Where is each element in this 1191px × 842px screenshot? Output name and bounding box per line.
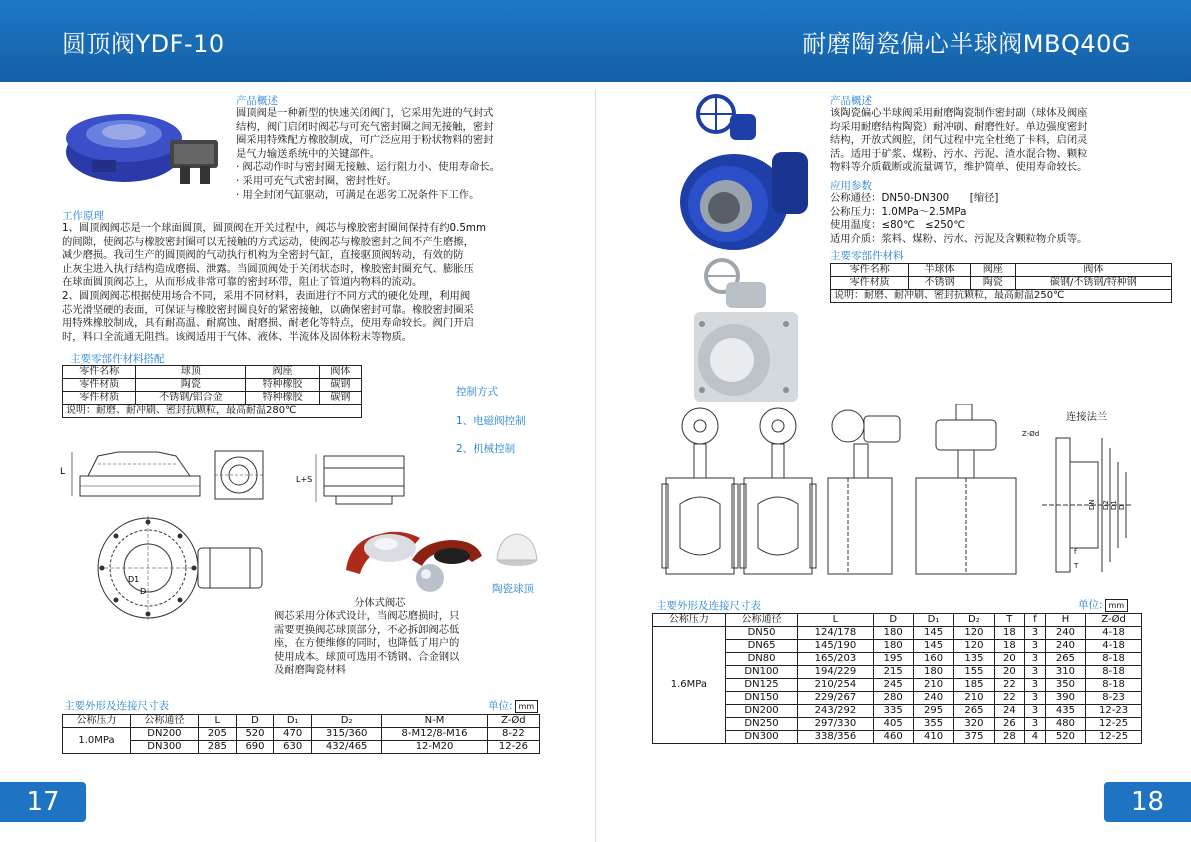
overview-line: · 采用可充气式密封圈，密封性好。 [236, 174, 397, 187]
table-cell: 不锈钢/铝合金 [136, 392, 246, 405]
overview-line: 均采用耐磨结构陶瓷）耐冲刷、耐磨性好。单边强度密封 [830, 120, 1088, 133]
table-cell: 28 [994, 731, 1025, 744]
table-cell: 特种橡胶 [246, 392, 319, 405]
overview-line: · 用全封闭气缸驱动，可满足在恶劣工况条件下工作。 [236, 188, 480, 201]
table-cell: 零件名称 [831, 264, 909, 277]
table-cell: 8-18 [1086, 653, 1142, 666]
param-line: 公称压力：1.0MPa～2.5MPa [830, 205, 967, 218]
table-cell: 24 [994, 705, 1025, 718]
left-header-banner [0, 0, 596, 82]
split-core-line: 阀芯采用分体式设计，当阀芯磨损时，只 [274, 610, 460, 622]
table-header: T [994, 614, 1025, 627]
right-dims-table [652, 613, 1142, 744]
table-cell: 26 [994, 718, 1025, 731]
table-cell: 375 [954, 731, 994, 744]
table-cell: 124/178 [798, 627, 873, 640]
right-materials-table [830, 263, 1172, 303]
table-cell: 410 [913, 731, 953, 744]
right-page-title: 耐磨陶瓷偏心半球阀MBQ40G [802, 30, 1131, 58]
right-overview-text [830, 107, 1170, 175]
table-cell: 210 [954, 692, 994, 705]
table-cell: 不锈钢 [909, 277, 971, 290]
table-cell: 185 [954, 679, 994, 692]
table-cell: 180 [873, 640, 913, 653]
dome-valve-plan-drawing [70, 510, 270, 620]
table-row [63, 715, 540, 728]
flange-dim-label: Z-Ød [1022, 430, 1040, 438]
left-unit-label [488, 698, 538, 713]
overview-line: 结构，开放式阀腔，闭气过程中完全杜绝了卡料，启闭灵 [830, 134, 1088, 147]
table-cell: 210/254 [798, 679, 873, 692]
table-cell: 3 [1025, 679, 1046, 692]
table-cell: 520 [236, 728, 274, 741]
table-cell: 8-23 [1086, 692, 1142, 705]
table-cell: 295 [913, 705, 953, 718]
table-row [831, 290, 1172, 303]
table-cell: 零件材质 [63, 379, 136, 392]
table-cell: 180 [873, 627, 913, 640]
param-line: 使用温度：≤80℃ ≤250℃ [830, 219, 965, 232]
left-materials-table [62, 365, 362, 418]
table-cell: DN300 [725, 731, 798, 744]
table-header: D₂ [312, 715, 382, 728]
table-cell: 310 [1045, 666, 1085, 679]
table-cell: 18 [994, 627, 1025, 640]
table-cell: 8-M12/8-M16 [382, 728, 488, 741]
params-heading: 应用参数 [830, 180, 872, 192]
flange-drawing [1022, 426, 1142, 586]
right-page [596, 0, 1191, 842]
table-cell: 18 [994, 640, 1025, 653]
flange-dim-label: f [1074, 548, 1077, 556]
table-cell: DN150 [725, 692, 798, 705]
table-cell: 690 [236, 741, 274, 754]
dim-label: D1 [128, 575, 140, 584]
table-cell: 碳钢 [319, 379, 361, 392]
flange-dim-label: D1 [1110, 500, 1118, 510]
table-cell: 20 [994, 666, 1025, 679]
table-cell: 405 [873, 718, 913, 731]
overview-line: 物料等介质截断或流量调节，维护简单、使用寿命较长。 [830, 161, 1088, 174]
table-cell: 特种橡胶 [246, 379, 319, 392]
table-row [653, 731, 1142, 744]
table-cell: 135 [954, 653, 994, 666]
table-cell: 20 [994, 653, 1025, 666]
table-cell: 470 [274, 728, 312, 741]
table-cell: 390 [1045, 692, 1085, 705]
dim-label: L [60, 467, 66, 477]
table-header: D [873, 614, 913, 627]
table-cell: 350 [1045, 679, 1085, 692]
table-cell: 8-18 [1086, 666, 1142, 679]
table-cell: 280 [873, 692, 913, 705]
dome-valve-photo [62, 100, 232, 192]
table-cell: 210 [913, 679, 953, 692]
table-cell: 460 [873, 731, 913, 744]
table-cell: 229/267 [798, 692, 873, 705]
table-cell: 3 [1025, 640, 1046, 653]
table-row [653, 653, 1142, 666]
principle-line: 芯光滑坚硬的表面，可保证与橡胶密封圈良好的紧密接触，以确保密封可靠。橡胶密封圈采 [62, 303, 474, 316]
table-cell: 480 [1045, 718, 1085, 731]
table-header: 公称通径 [130, 715, 198, 728]
table-cell: 阀体 [1015, 264, 1171, 277]
table-cell: 陶瓷 [970, 277, 1015, 290]
table-row [653, 692, 1142, 705]
table-cell: 145 [913, 627, 953, 640]
table-cell: 145 [913, 640, 953, 653]
dome-valve-end-drawing [212, 448, 266, 502]
overview-line: 圆顶阀是一种新型的快速关闭阀门，它采用先进的气封式 [236, 107, 494, 119]
left-overview-heading: 产品概述 [236, 95, 278, 107]
table-row [653, 718, 1142, 731]
table-cell: 120 [954, 627, 994, 640]
flange-dim-label: DN [1088, 499, 1096, 510]
ceramic-ball-label: 陶瓷球顶 [492, 583, 534, 595]
principle-text [62, 222, 572, 344]
right-materials-heading: 主要零部件材料 [830, 250, 904, 262]
table-note: 说明：耐磨、耐冲刷、密封抗颗粒，最高耐温250℃ [831, 290, 1172, 303]
table-header: Z-Ød [487, 715, 539, 728]
table-cell: 阀座 [970, 264, 1015, 277]
table-cell: 22 [994, 679, 1025, 692]
right-unit-label [1078, 597, 1128, 612]
table-row [63, 392, 362, 405]
table-cell: 243/292 [798, 705, 873, 718]
control-heading: 控制方式 [456, 386, 498, 398]
right-header-banner [596, 0, 1191, 82]
table-cell: 195 [873, 653, 913, 666]
flange-dim-label: D2 [1102, 500, 1110, 510]
table-cell: 285 [198, 741, 236, 754]
table-cell: 240 [913, 692, 953, 705]
pressure-cell: 1.6MPa [653, 627, 726, 744]
table-row [653, 614, 1142, 627]
overview-line: · 阀芯动作时与密封圈无接触、运行阻力小、使用寿命长。 [236, 161, 500, 174]
control-item: 1、电磁阀控制 [456, 415, 526, 427]
table-cell: 320 [954, 718, 994, 731]
table-cell: DN100 [725, 666, 798, 679]
control-item: 2、机械控制 [456, 443, 516, 455]
table-cell: 3 [1025, 705, 1046, 718]
table-header: D₂ [954, 614, 994, 627]
table-cell: 520 [1045, 731, 1085, 744]
unit-label: 单位: [488, 700, 513, 712]
dim-label: D [140, 587, 147, 596]
table-cell: 碳钢/不锈钢/特种钢 [1015, 277, 1171, 290]
table-row [653, 705, 1142, 718]
table-cell: 432/465 [312, 741, 382, 754]
table-header: f [1025, 614, 1046, 627]
table-cell: 165/203 [798, 653, 873, 666]
dome-valve-front-drawing [296, 448, 416, 508]
table-cell: DN300 [130, 741, 198, 754]
table-cell: 零件名称 [63, 366, 136, 379]
principle-line: 止灰尘进入执行结构造成磨损、泄露。当圆顶阀处于关闭状态时，橡胶密封圈充气、膨胀压 [62, 262, 474, 275]
table-header: L [198, 715, 236, 728]
table-header: Z-Ød [1086, 614, 1142, 627]
table-cell: 265 [954, 705, 994, 718]
table-cell: 297/330 [798, 718, 873, 731]
table-cell: 194/229 [798, 666, 873, 679]
table-cell: 160 [913, 653, 953, 666]
table-cell: 245 [873, 679, 913, 692]
table-cell: 球顶 [136, 366, 246, 379]
right-dims-heading: 主要外形及连接尺寸表 [656, 600, 761, 612]
table-cell: 半球体 [909, 264, 971, 277]
left-overview-text [236, 107, 566, 202]
table-cell: 3 [1025, 666, 1046, 679]
ceramic-ball-photo [494, 530, 540, 570]
table-cell: 355 [913, 718, 953, 731]
table-row [63, 366, 362, 379]
table-cell: 240 [1045, 627, 1085, 640]
split-core-photo [340, 520, 490, 596]
table-cell: 240 [1045, 640, 1085, 653]
table-header: 公称通径 [725, 614, 798, 627]
split-core-line: 需要更换阀芯球顶部分，不必拆卸阀芯低 [274, 623, 460, 636]
table-cell: 22 [994, 692, 1025, 705]
table-cell: 12-M20 [382, 741, 488, 754]
table-row [63, 728, 540, 741]
table-header: D₁ [913, 614, 953, 627]
table-cell: 陶瓷 [136, 379, 246, 392]
table-cell: 3 [1025, 692, 1046, 705]
table-row [653, 666, 1142, 679]
dome-valve-side-drawing [58, 444, 208, 504]
table-cell: 265 [1045, 653, 1085, 666]
unit-box: mm [1105, 599, 1129, 612]
unit-label: 单位: [1078, 599, 1103, 611]
table-cell: 335 [873, 705, 913, 718]
table-cell: 3 [1025, 718, 1046, 731]
table-cell: 12-25 [1086, 731, 1142, 744]
param-line: 适用介质：浆料、煤粉、污水、污泥及含颗粒物介质等。 [830, 232, 1088, 245]
table-cell: 338/356 [798, 731, 873, 744]
table-cell: 阀座 [246, 366, 319, 379]
left-page-number: 17 [0, 782, 86, 822]
flange-label: 连接法兰 [1066, 411, 1108, 423]
table-cell: 碳钢 [319, 392, 361, 405]
params-text [830, 192, 1170, 246]
table-cell: 阀体 [319, 366, 361, 379]
overview-line: 结构，阀门启闭时阀芯与可充气密封圈之间无接触，密封 [236, 120, 494, 133]
split-core-line: 座，在方便维修的同时，也降低了用户的 [274, 637, 460, 650]
overview-line: 活。适用于矿浆、煤粉、污水、污泥、渣水混合物、颗粒 [830, 147, 1088, 160]
table-cell: 435 [1045, 705, 1085, 718]
overview-line: 圈采用特殊配方橡胶制成，可广泛应用于粉状物料的密封 [236, 134, 494, 147]
table-cell: DN250 [725, 718, 798, 731]
table-cell: 205 [198, 728, 236, 741]
split-core-line: 使用成本。球顶可选用不锈钢、合金钢以 [274, 650, 460, 663]
dim-label: L+S [296, 475, 313, 484]
table-cell: 215 [873, 666, 913, 679]
table-header: H [1045, 614, 1085, 627]
left-materials-heading: 主要零部件材料搭配 [70, 353, 165, 365]
split-core-line: 及耐磨陶瓷材料 [274, 664, 347, 677]
split-core-text [274, 610, 504, 678]
principle-line: 时，料口全流通无阻挡。该阀适用于气体、液体、半流体及固体粉末等物质。 [62, 330, 413, 343]
table-cell: 4 [1025, 731, 1046, 744]
table-header: N-M [382, 715, 488, 728]
table-cell: 145/190 [798, 640, 873, 653]
blue-valve-photo [676, 92, 816, 254]
table-cell: 120 [954, 640, 994, 653]
table-row [831, 277, 1172, 290]
table-cell: 4-18 [1086, 627, 1142, 640]
table-cell: 4-18 [1086, 640, 1142, 653]
table-row [653, 679, 1142, 692]
split-core-heading: 分体式阀芯 [354, 597, 406, 609]
table-cell: 12-25 [1086, 718, 1142, 731]
table-header: 公称压力 [653, 614, 726, 627]
table-header: D₁ [274, 715, 312, 728]
table-row [653, 640, 1142, 653]
table-row [831, 264, 1172, 277]
table-cell: DN200 [130, 728, 198, 741]
table-cell: 315/360 [312, 728, 382, 741]
table-cell: 12-23 [1086, 705, 1142, 718]
table-cell: 8-22 [487, 728, 539, 741]
table-cell: DN50 [725, 627, 798, 640]
table-header: 公称压力 [63, 715, 131, 728]
table-cell: 630 [274, 741, 312, 754]
param-line: 公称通径：DN50-DN300 [缩径] [830, 192, 999, 204]
unit-box: mm [515, 700, 539, 713]
left-dims-table [62, 714, 540, 754]
flange-dim-label: T [1074, 562, 1079, 570]
principle-heading: 工作原理 [62, 210, 104, 222]
overview-line: 是气力输送系统中的关键部件。 [236, 147, 381, 160]
table-cell: DN125 [725, 679, 798, 692]
pressure-cell: 1.0MPa [63, 728, 131, 754]
table-note: 说明：耐磨、耐冲刷、密封抗颗粒，最高耐温280℃ [63, 405, 362, 418]
table-header: D [236, 715, 274, 728]
principle-line: 在球面圆顶阀芯上，从而形成非常可靠的密封环带，阻止了管道内物料的流动。 [62, 276, 423, 289]
left-page-title: 圆顶阀YDF-10 [62, 30, 225, 58]
table-header: L [798, 614, 873, 627]
right-page-number: 18 [1104, 782, 1191, 822]
overview-line: 该陶瓷偏心半球阀采用耐磨陶瓷制作密封副（球体及阀座 [830, 107, 1088, 119]
table-cell: 3 [1025, 653, 1046, 666]
table-cell: DN200 [725, 705, 798, 718]
table-row [63, 405, 362, 418]
table-row [653, 627, 1142, 640]
table-cell: 8-18 [1086, 679, 1142, 692]
principle-line: 2、圆顶阀阀芯根据使用场合不同，采用不同材料，表面进行不同方式的硬化处理，利用阀 [62, 289, 471, 302]
principle-line: 1、圆顶阀阀芯是一个球面圆顶，圆顶阀在开关过程中，阀芯与橡胶密封圈间保持有约0.5mm [62, 222, 486, 234]
flange-dim-label: D [1118, 504, 1126, 510]
left-dims-heading: 主要外形及连接尺寸表 [64, 700, 169, 712]
table-cell: DN80 [725, 653, 798, 666]
table-cell: 155 [954, 666, 994, 679]
table-cell: DN65 [725, 640, 798, 653]
white-valve-photo [682, 256, 802, 404]
principle-line: 的间隙，使阀芯与橡胶密封圈可以无接触的方式运动，使阀芯与橡胶密封之间不产生磨擦， [62, 235, 474, 248]
table-cell: 3 [1025, 627, 1046, 640]
table-cell: 零件材质 [63, 392, 136, 405]
table-cell: 12-26 [487, 741, 539, 754]
table-row [63, 379, 362, 392]
table-cell: 180 [913, 666, 953, 679]
table-row [63, 741, 540, 754]
valve-assembly-drawings [660, 404, 1020, 584]
principle-line: 减少磨损。我司生产的圆顶阀的气动执行机构为全密封气缸，直接驱顶阀转动，有效的防 [62, 249, 464, 262]
principle-line: 用特殊橡胶制成，具有耐高温、耐腐蚀、耐磨损、耐老化等特点，使用寿命较长。阀门开启 [62, 317, 474, 330]
right-overview-heading: 产品概述 [830, 95, 872, 107]
table-cell: 零件材质 [831, 277, 909, 290]
